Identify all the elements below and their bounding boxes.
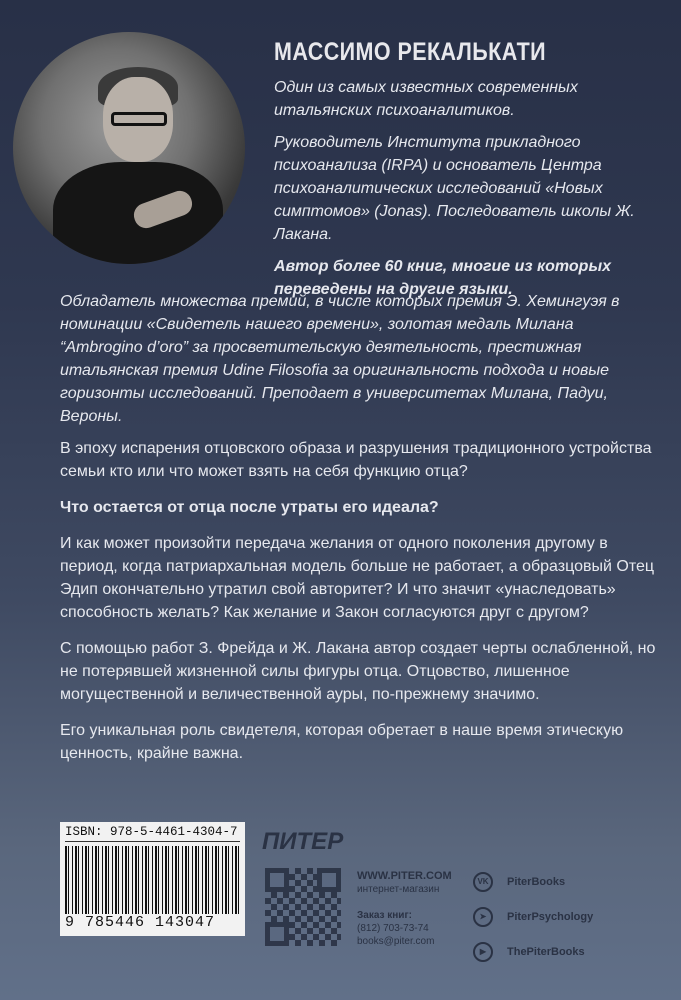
- social-links: [473, 864, 593, 969]
- qr-code: [265, 868, 341, 946]
- barcode: [65, 846, 240, 914]
- email: books@piter.com: [357, 936, 435, 947]
- author-awards: Обладатель множества премий, в числе которых премия Э. Хемингуэя в номинации «Свидетель нашего времени», золотая медаль Милана “Ambrogino d’oro” за просветительскую деятельность, престижная итальянская премия Udine Filosofia за оригинальность подхода и новые горизонты исследований. Преподает в университетах Милана, Падуи, Вероны.: [60, 293, 620, 425]
- blurb-paragraph: И как может произойти передача желания от одного поколения другому в период, когда патриархальная модель больше не работает, а образцовый Отец Эдип окончательно утратил свой авторитет? И что значит «унаследовать» способность желать? Как желание и Закон согласуются друг с другом?: [60, 535, 655, 621]
- ean-number: 9 785446 143047: [65, 914, 216, 931]
- order-label: Заказ книг:: [357, 910, 412, 921]
- blurb-paragraph: С помощью работ З. Фрейда и Ж. Лакана автор создает черты ослабленной, но не потерявшей жизненной силы фигуры отца. Отцовство, лишенное могущественной и величественной ауры, по-прежнему значимо.: [60, 640, 656, 703]
- blurb-paragraph: В эпоху испарения отцовского образа и разрушения традиционного устройства семьи кто или что может взять на себя функцию отца?: [60, 440, 652, 480]
- isbn-barcode: [60, 822, 245, 936]
- blurb-question: Что остается от отца после утраты его идеала?: [60, 499, 439, 516]
- bio-paragraph: Один из самых известных современных итальянских психоаналитиков.: [274, 79, 578, 119]
- social-telegram: ➤ PiterPsychology: [473, 899, 593, 934]
- publisher-logo: ПИТЕР: [262, 828, 344, 855]
- author-bio: [274, 76, 664, 310]
- author-photo: [13, 32, 245, 264]
- blurb-paragraph: Его уникальная роль свидетеля, которая обретает в наше время этическую ценность, крайне важна.: [60, 722, 624, 762]
- book-blurb: [60, 437, 660, 778]
- bio-paragraph: Руководитель Института прикладного психоанализа (IRPA) и основатель Центра психоаналитических исследований «Новых симптомов» (Jonas). Последователь школы Ж. Лакана.: [274, 134, 635, 243]
- social-vk: VK PiterBooks: [473, 864, 593, 899]
- publisher-site: WWW.PITER.COM: [357, 870, 452, 882]
- youtube-icon: ▶: [473, 942, 493, 962]
- bio-paragraph-bold: Автор более 60 книг, многие из которых переведены на другие языки.: [274, 258, 612, 298]
- telegram-icon: ➤: [473, 907, 493, 927]
- author-name: МАССИМО РЕКАЛЬКАТИ: [274, 38, 547, 66]
- phone: (812) 703-73-74: [357, 923, 429, 934]
- social-youtube: ▶ ThePiterBooks: [473, 934, 593, 969]
- publisher-contacts: [357, 870, 452, 948]
- site-note: интернет-магазин: [357, 884, 440, 895]
- vk-icon: VK: [473, 872, 493, 892]
- isbn-number: ISBN: 978-5-4461-4304-7: [65, 825, 240, 842]
